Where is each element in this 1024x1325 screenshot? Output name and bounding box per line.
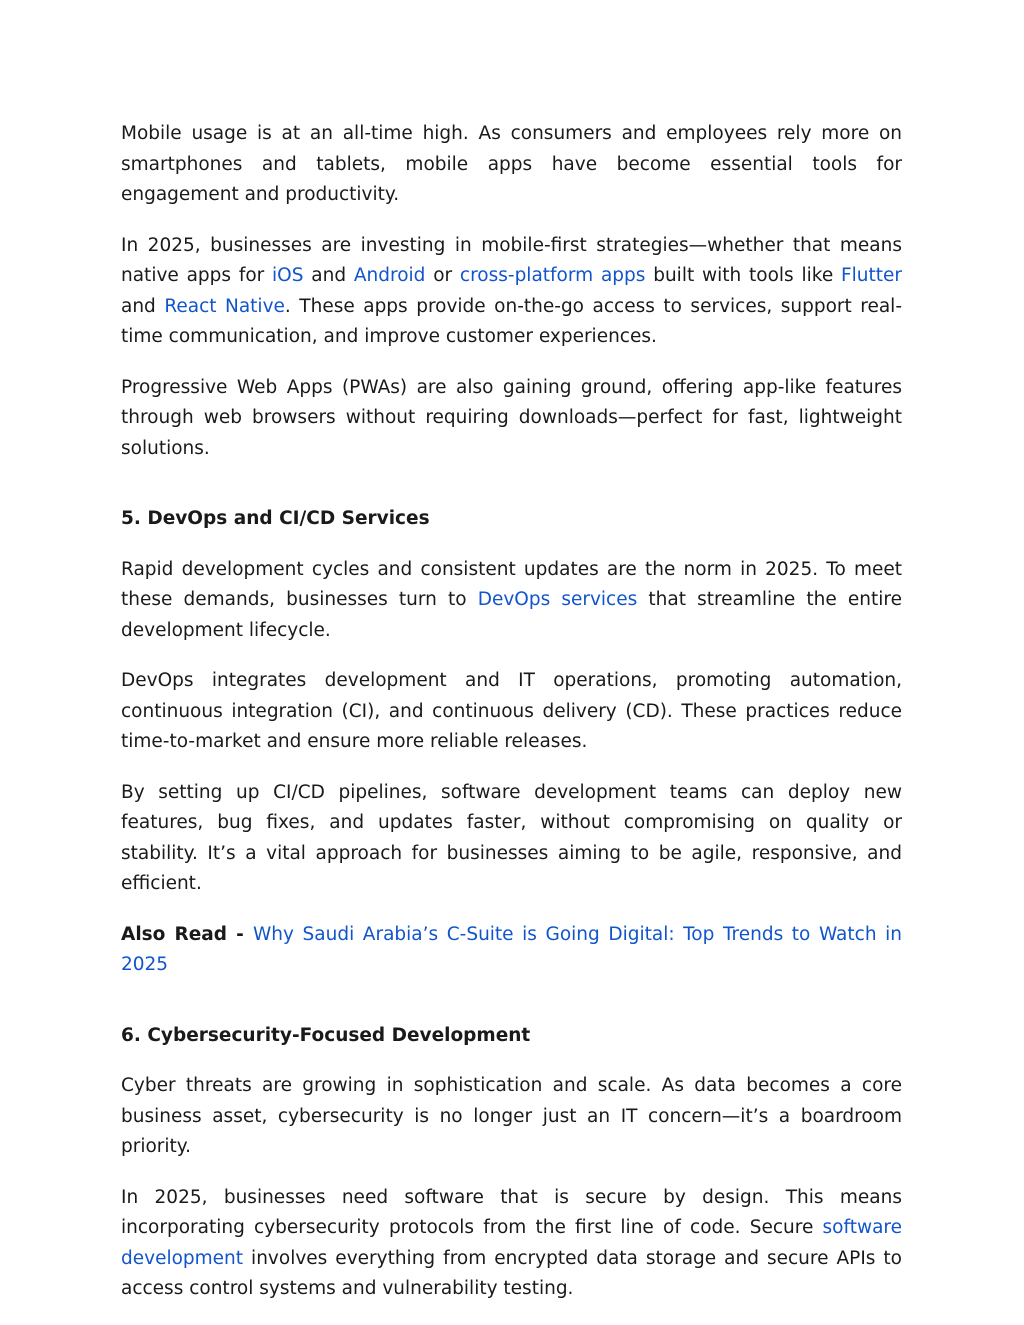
paragraph-text: and <box>121 295 165 317</box>
paragraph-text: Cyber threats are growing in sophistication and scale. As data becomes a core business asset, cybersecurity is no longer just an IT concern—it’s a boardroom priority. <box>121 1075 902 1157</box>
paragraph-text: By setting up CI/CD pipelines, software development teams can deploy new features, bug fixes, and updates faster, without compromising on quality or stability. It’s a vital approach for businesses aiming to be agile, responsive, and efficient. <box>121 781 902 894</box>
section-heading-cybersecurity: 6. Cybersecurity-Focused Development <box>121 1024 531 1046</box>
paragraph-text: Progressive Web Apps (PWAs) are also gaining ground, offering app-like features through web browsers without requiring downloads—perfect for fast, lightweight solutions. <box>121 376 902 459</box>
paragraph-text: In 2025, businesses need software that is secure by design. This means incorporating cybersecurity protocols from the first line of code. Secure <box>121 1186 902 1238</box>
paragraph-secure-by-design <box>121 1183 902 1305</box>
paragraph-mobile-first <box>121 231 902 353</box>
also-read-label: Also Read - <box>121 923 253 945</box>
paragraph-text: Rapid development cycles and consistent updates are the norm in 2025. To meet these demands, businesses turn to <box>121 558 902 610</box>
paragraph-text: Mobile usage is at an all-time high. As consumers and employees rely more on smartphones and tablets, mobile apps have become essential tools for engagement and productivity. <box>121 123 902 205</box>
paragraph-text: . These apps provide on-the-go access to services, support real-time communication, and improve customer experiences. <box>121 295 903 347</box>
cross-platform-apps-link[interactable]: cross-platform apps <box>459 265 646 286</box>
paragraph-text: In 2025, businesses are investing in mobile-first strategies—whether that means native apps for <box>121 234 902 286</box>
react-native-link[interactable]: React Native <box>164 295 285 317</box>
paragraph-cyber-threats <box>121 1071 902 1163</box>
document-page <box>121 119 902 1325</box>
paragraph-devops-integrates <box>121 666 902 758</box>
software-development-link[interactable]: software development <box>121 1217 902 1269</box>
android-link[interactable]: Android <box>353 265 426 286</box>
also-read-line <box>121 920 902 981</box>
devops-services-link[interactable]: DevOps services <box>477 589 638 610</box>
paragraph-text: built with tools like <box>645 265 841 286</box>
paragraph-text: involves everything from encrypted data storage and secure APIs to access control systems and vulnerability testing. <box>121 1247 902 1299</box>
paragraph-text: and <box>303 265 354 286</box>
ios-link[interactable]: iOS <box>272 265 304 286</box>
paragraph-text: DevOps integrates development and IT operations, promoting automation, continuous integration (CI), and continuous delivery (CD). These practices reduce time-to-market and ensure more reliable releases. <box>121 670 902 752</box>
section-heading-devops: 5. DevOps and CI/CD Services <box>121 508 430 529</box>
paragraph-text: that streamline the entire development lifecycle. <box>121 589 902 641</box>
paragraph-devops-intro <box>121 555 902 647</box>
also-read-link[interactable]: Why Saudi Arabia’s C-Suite is Going Digital: Top Trends to Watch in 2025 <box>121 923 902 975</box>
flutter-link[interactable]: Flutter <box>841 265 903 286</box>
paragraph-text: or <box>425 265 460 286</box>
paragraph-cicd-pipelines <box>121 778 902 900</box>
paragraph-mobile-usage <box>121 119 902 211</box>
paragraph-pwa <box>121 373 902 465</box>
